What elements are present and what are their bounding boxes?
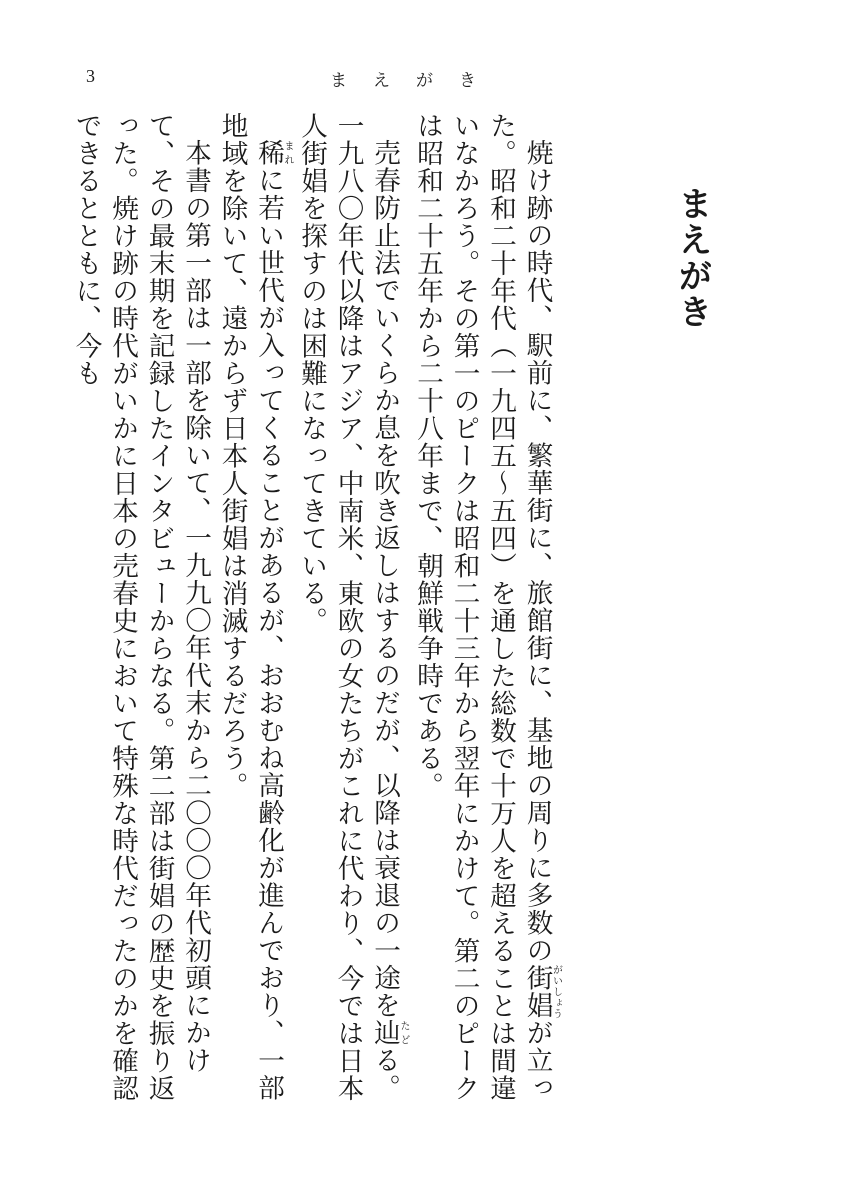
ruby-word — [521, 963, 562, 1019]
paragraph-text: 本書の第一部は一部を除いて、一九九〇年代末から二〇〇〇年代初頭にかけて、その最末期を記録したインタビューからなる。第二部は街娼の歴史を振り返った。焼け跡の時代がいかに日本の売春史において特殊な時代だったのかを確認できるとともに、今も — [70, 112, 211, 1102]
paragraph-4 — [67, 112, 213, 1112]
paragraph-2 — [293, 112, 409, 1112]
ruby-word — [253, 138, 293, 167]
paragraph-text: る。一九八〇年代以降はアジア、中南米、東欧の女たちがこれに代わり、今では日本人街娼を探すのは困難になってきている。 — [296, 112, 400, 1102]
paragraph-3 — [213, 112, 293, 1112]
ruby-base: 辿 — [369, 1018, 400, 1047]
page-number: 3 — [86, 66, 95, 86]
chapter-title: まえがき — [672, 186, 712, 330]
ruby-reading: まれ — [282, 138, 293, 167]
ruby-base: 街娼 — [521, 963, 553, 1019]
paragraph-text: 売春防止法でいくらか息を吹き返しはするのだが、以降は衰退の一途を — [369, 138, 400, 1019]
ruby-base: 稀 — [253, 138, 284, 167]
ruby-word — [369, 1018, 409, 1047]
ruby-reading: がいしょう — [550, 963, 562, 1019]
ruby-reading: たど — [398, 1018, 409, 1047]
paragraph-text: に若い世代が入ってくることがあるが、おおむね高齢化が進んでおり、一部地域を除いて、遠からず日本人街娼は消滅するだろう。 — [216, 112, 284, 1102]
body-text — [67, 112, 561, 1112]
paragraph-text: が立った。昭和二十年代（一九四五～五四）を通した総数で十万人を超えることは間違いなかろう。その第一のピークは昭和二十三年から翌年にかけて。第二のピークは昭和二十五年から二十八年まで、朝鮮戦争時である。 — [412, 112, 553, 1102]
running-head: まえがき — [330, 71, 502, 91]
page-header — [0, 62, 841, 92]
paragraph-text: 焼け跡の時代、駅前に、繁華街に、旅館街に、基地の周りに多数の — [521, 138, 553, 964]
paragraph-1 — [409, 112, 562, 1112]
